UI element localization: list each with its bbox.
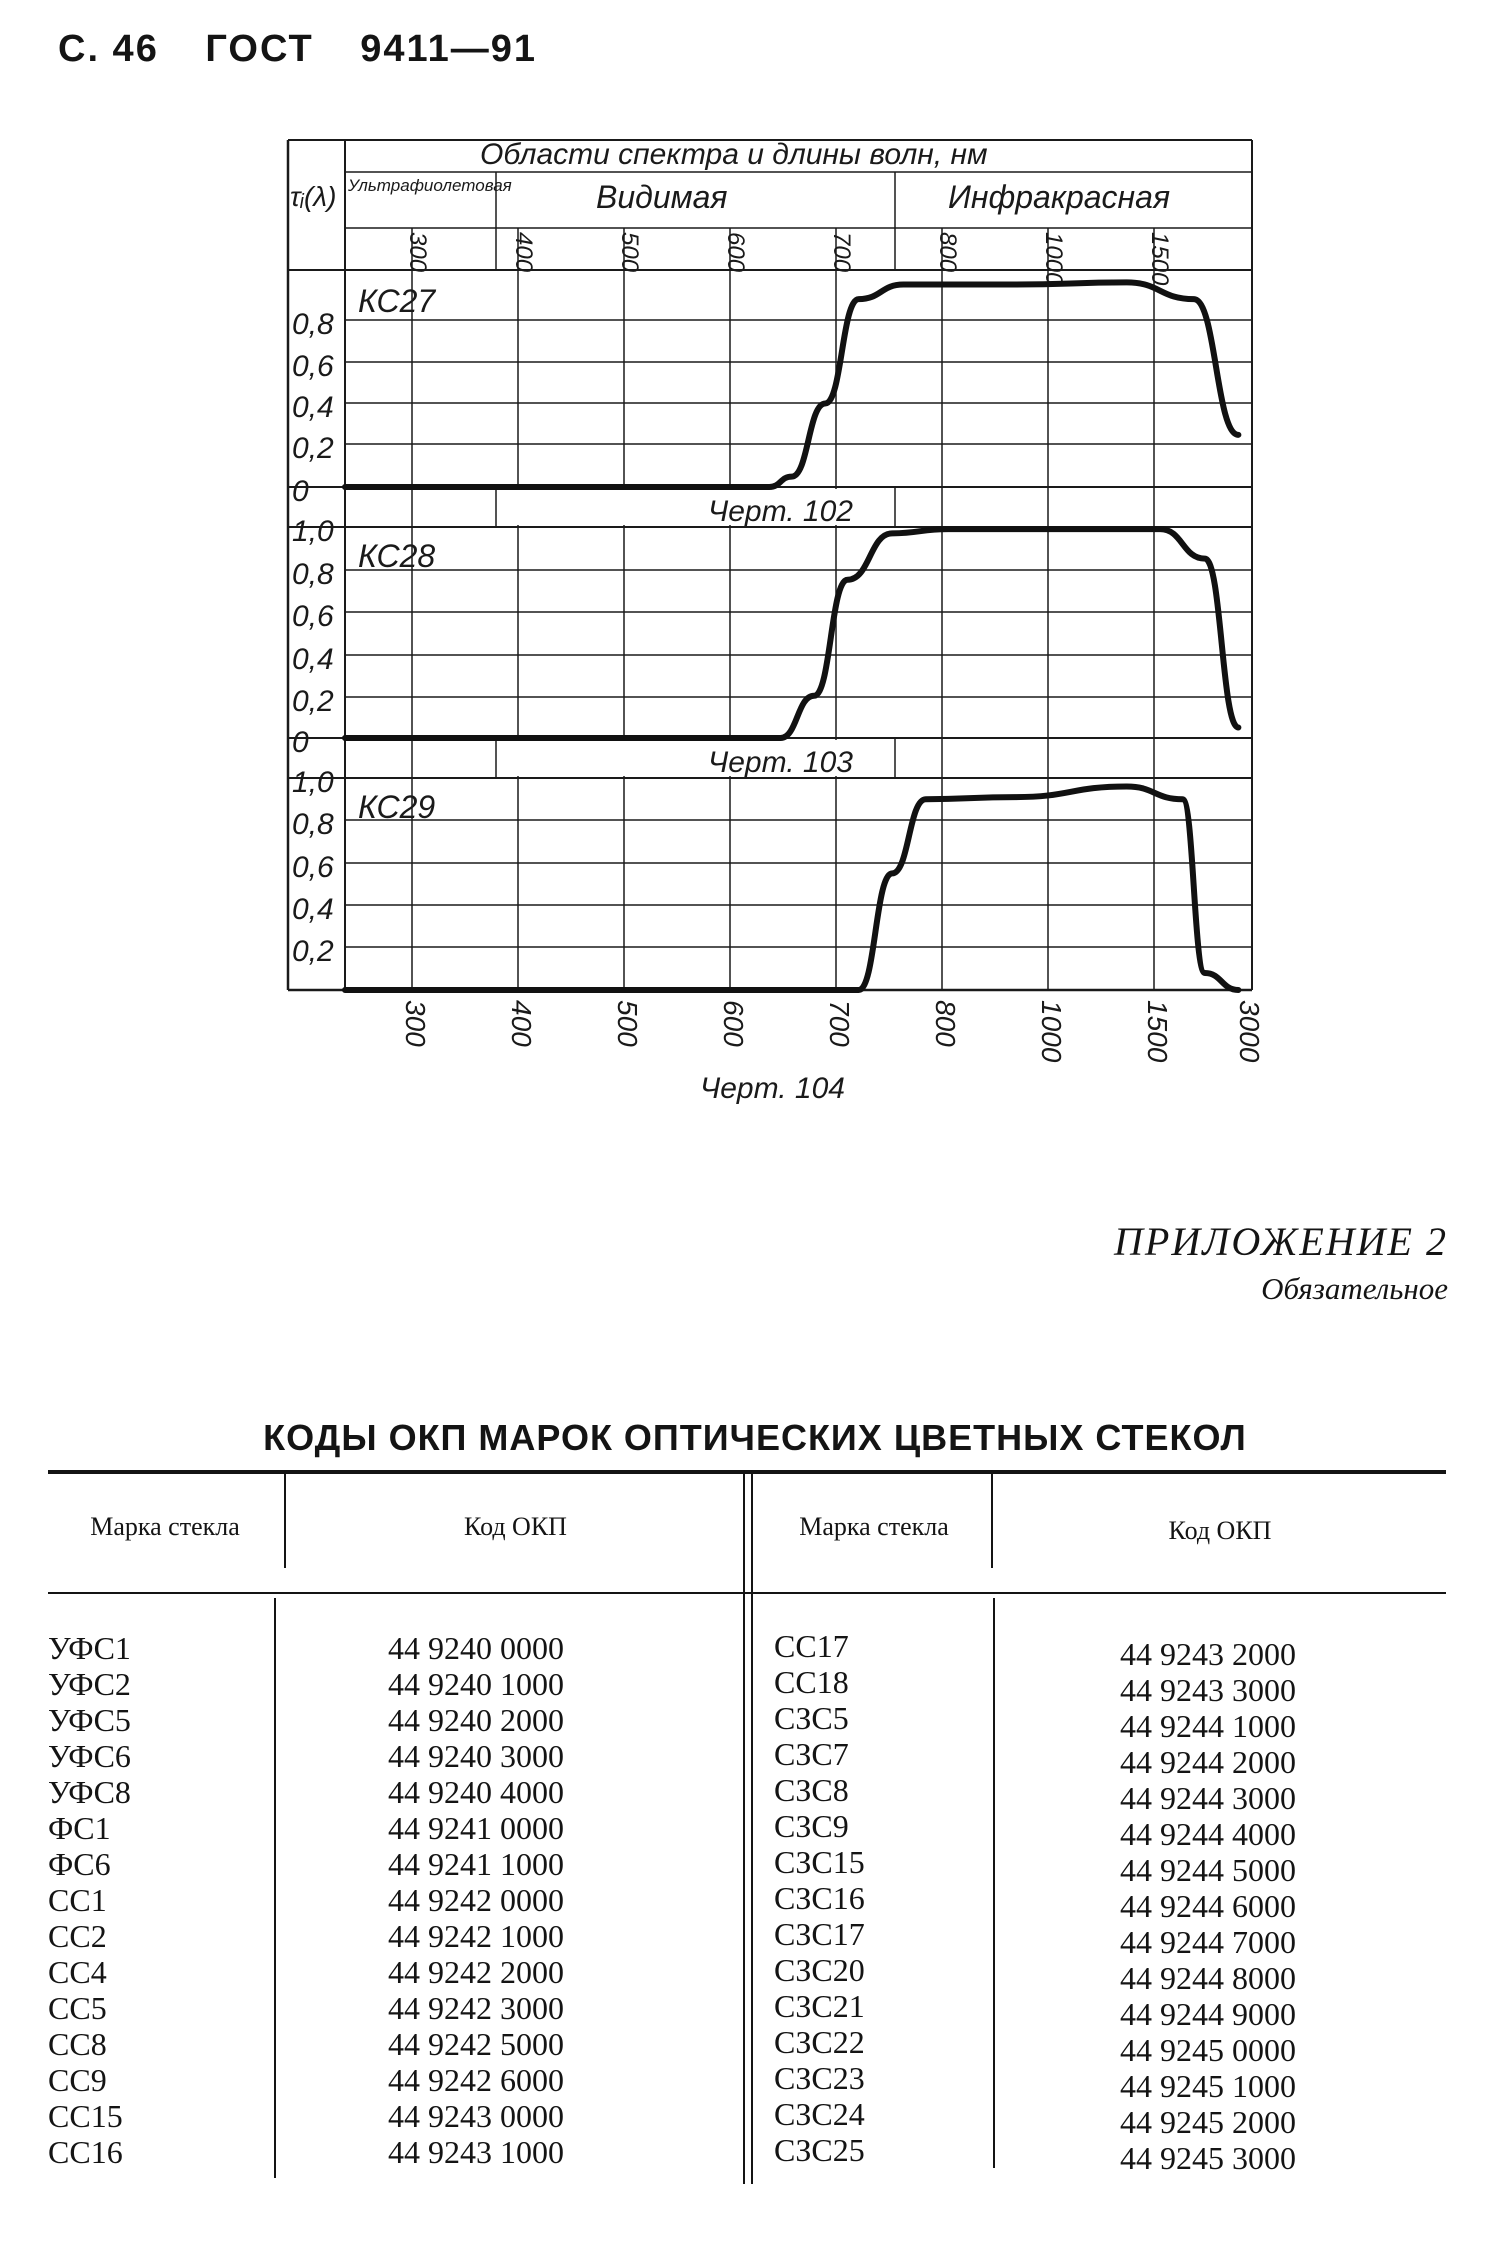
y-tick-label: 0,8 bbox=[292, 308, 334, 341]
table-mark-cell: СС4 bbox=[48, 1954, 107, 1990]
table-mark-cell: ФС6 bbox=[48, 1846, 111, 1882]
table-code-cell: 44 9244 6000 bbox=[1120, 1888, 1296, 1924]
panel-name-label: КС28 bbox=[358, 538, 436, 574]
x-tick-label: 700 bbox=[824, 1000, 855, 1047]
standard-label: ГОСТ bbox=[205, 28, 314, 70]
chart-caption-104: Черт. 104 bbox=[700, 1072, 845, 1105]
page-number: С. 46 bbox=[58, 28, 159, 70]
table-mark-cell: СЗС8 bbox=[774, 1772, 849, 1808]
header-tick-label: 300 bbox=[404, 232, 431, 273]
panel-caption: Черт. 102 bbox=[708, 495, 853, 528]
header-tick-label: 600 bbox=[722, 232, 749, 273]
header-tick-label: 400 bbox=[510, 232, 537, 273]
table-code-cell: 44 9240 1000 bbox=[388, 1666, 564, 1702]
y-tick-label: 0,6 bbox=[292, 600, 334, 633]
panel-caption: Черт. 103 bbox=[708, 746, 853, 779]
table-mark-cell: СС5 bbox=[48, 1990, 107, 2026]
y-header-label: τᵢ(λ) bbox=[290, 181, 337, 212]
col-divider-mid-b bbox=[751, 1472, 753, 2184]
right-codes-column bbox=[1120, 1636, 1296, 2176]
col-divider-1 bbox=[284, 1472, 286, 1568]
panel-name-label: КС27 bbox=[358, 283, 436, 319]
table-code-cell: 44 9241 1000 bbox=[388, 1846, 564, 1882]
table-code-cell: 44 9244 7000 bbox=[1120, 1924, 1296, 1960]
table-code-cell: 44 9244 9000 bbox=[1120, 1996, 1296, 2032]
col-divider-1b bbox=[274, 1598, 276, 2178]
y-tick-label: 0 bbox=[292, 726, 309, 759]
table-code-cell: 44 9240 2000 bbox=[388, 1702, 564, 1738]
table-top-rule bbox=[48, 1470, 1446, 1474]
table-mark-cell: СС16 bbox=[48, 2134, 123, 2170]
region-label-ir: Инфракрасная bbox=[948, 179, 1171, 215]
header-tick-label: 800 bbox=[934, 232, 961, 273]
y-tick-label: 0 bbox=[292, 475, 309, 508]
table-mark-cell: СЗС21 bbox=[774, 1988, 865, 2024]
table-code-cell: 44 9245 1000 bbox=[1120, 2068, 1296, 2104]
table-code-cell: 44 9245 2000 bbox=[1120, 2104, 1296, 2140]
table-code-cell: 44 9243 3000 bbox=[1120, 1672, 1296, 1708]
table-mark-cell: СЗС25 bbox=[774, 2132, 865, 2168]
y-tick-label: 0,6 bbox=[292, 851, 334, 884]
col-divider-3 bbox=[991, 1472, 993, 1568]
table-code-cell: 44 9244 4000 bbox=[1120, 1816, 1296, 1852]
x-tick-label: 1000 bbox=[1036, 1000, 1067, 1063]
table-code-cell: 44 9241 0000 bbox=[388, 1810, 564, 1846]
y-tick-label: 0,6 bbox=[292, 350, 334, 383]
table-code-cell: 44 9242 0000 bbox=[388, 1882, 564, 1918]
x-tick-label: 600 bbox=[718, 1000, 749, 1047]
header-tick-label: 1000 bbox=[1040, 232, 1067, 286]
chart-header-title: Области спектра и длины волн, нм bbox=[480, 138, 988, 171]
panel-name-label: КС29 bbox=[358, 789, 436, 825]
transmission-curve bbox=[345, 786, 1238, 990]
y-tick-label: 0,4 bbox=[292, 893, 334, 926]
table-mark-cell: СЗС17 bbox=[774, 1916, 865, 1952]
table-mark-cell: СЗС16 bbox=[774, 1880, 865, 1916]
col-divider-3b bbox=[993, 1598, 995, 2168]
y-tick-label: 0,4 bbox=[292, 391, 334, 424]
appendix-title: ПРИЛОЖЕНИЕ 2 bbox=[1114, 1219, 1448, 1264]
table-code-cell: 44 9242 1000 bbox=[388, 1918, 564, 1954]
table-code-cell: 44 9244 1000 bbox=[1120, 1708, 1296, 1744]
table-mark-cell: СС8 bbox=[48, 2026, 107, 2062]
transmission-curve bbox=[345, 529, 1238, 738]
table-mark-cell: УФС1 bbox=[48, 1630, 131, 1666]
table-code-cell: 44 9244 5000 bbox=[1120, 1852, 1296, 1888]
header-tick-label: 1500 bbox=[1146, 232, 1173, 286]
table-code-cell: 44 9242 2000 bbox=[388, 1954, 564, 1990]
table-mark-cell: СЗС15 bbox=[774, 1844, 865, 1880]
appendix-subtitle: Обязательное bbox=[1261, 1271, 1448, 1306]
table-code-cell: 44 9244 3000 bbox=[1120, 1780, 1296, 1816]
left-codes-column bbox=[388, 1630, 564, 2170]
table-code-cell: 44 9240 0000 bbox=[388, 1630, 564, 1666]
table-header-rule bbox=[48, 1592, 1446, 1594]
region-label-visible: Видимая bbox=[596, 179, 728, 215]
table-code-cell: 44 9245 3000 bbox=[1120, 2140, 1296, 2176]
header-code-right: Код ОКП bbox=[1168, 1516, 1272, 1545]
y-tick-label: 1,0 bbox=[292, 766, 334, 799]
table-code-cell: 44 9244 2000 bbox=[1120, 1744, 1296, 1780]
y-tick-label: 0,2 bbox=[292, 935, 334, 968]
table-mark-cell: СС2 bbox=[48, 1918, 107, 1954]
table-mark-cell: УФС2 bbox=[48, 1666, 131, 1702]
table-code-cell: 44 9242 6000 bbox=[388, 2062, 564, 2098]
standard-number: 9411—91 bbox=[360, 28, 537, 70]
transmission-curve bbox=[345, 282, 1238, 487]
left-marks-column bbox=[48, 1630, 131, 2170]
table-mark-cell: СЗС20 bbox=[774, 1952, 865, 1988]
header-mark-right: Марка стекла bbox=[799, 1512, 949, 1541]
table-mark-cell: СЗС23 bbox=[774, 2060, 865, 2096]
table-code-cell: 44 9245 0000 bbox=[1120, 2032, 1296, 2068]
x-tick-label: 1500 bbox=[1142, 1000, 1173, 1063]
x-tick-label: 3000 bbox=[1234, 1000, 1265, 1063]
y-tick-label: 0,2 bbox=[292, 432, 334, 465]
header-mark-left: Марка стекла bbox=[90, 1512, 240, 1541]
x-tick-label: 300 bbox=[400, 1000, 431, 1047]
table-code-cell: 44 9243 2000 bbox=[1120, 1636, 1296, 1672]
header-tick-label: 700 bbox=[828, 232, 855, 273]
table-code-cell: 44 9244 8000 bbox=[1120, 1960, 1296, 1996]
x-tick-label: 400 bbox=[506, 1000, 537, 1047]
table-code-cell: 44 9243 1000 bbox=[388, 2134, 564, 2170]
x-tick-label: 800 bbox=[930, 1000, 961, 1047]
header-tick-label: 500 bbox=[616, 232, 643, 273]
table-mark-cell: СЗС9 bbox=[774, 1808, 849, 1844]
table-mark-cell: СЗС7 bbox=[774, 1736, 849, 1772]
table-code-cell: 44 9242 3000 bbox=[388, 1990, 564, 2026]
col-divider-mid-a bbox=[743, 1472, 745, 2184]
y-tick-label: 0,8 bbox=[292, 558, 334, 591]
x-tick-label: 500 bbox=[612, 1000, 643, 1047]
table-title: КОДЫ ОКП МАРОК ОПТИЧЕСКИХ ЦВЕТНЫХ СТЕКОЛ bbox=[263, 1417, 1247, 1458]
y-tick-label: 0,8 bbox=[292, 808, 334, 841]
table-code-cell: 44 9240 3000 bbox=[388, 1738, 564, 1774]
table-mark-cell: СС17 bbox=[774, 1628, 849, 1664]
okp-codes-table bbox=[48, 1470, 1446, 2190]
table-mark-cell: СЗС24 bbox=[774, 2096, 865, 2132]
y-tick-label: 0,2 bbox=[292, 685, 334, 718]
table-mark-cell: СС15 bbox=[48, 2098, 123, 2134]
right-marks-column bbox=[774, 1628, 865, 2168]
table-mark-cell: СС9 bbox=[48, 2062, 107, 2098]
table-mark-cell: СС18 bbox=[774, 1664, 849, 1700]
table-mark-cell: УФС8 bbox=[48, 1774, 131, 1810]
table-mark-cell: ФС1 bbox=[48, 1810, 111, 1846]
table-mark-cell: УФС6 bbox=[48, 1738, 131, 1774]
table-code-cell: 44 9240 4000 bbox=[388, 1774, 564, 1810]
appendix-heading bbox=[1114, 1218, 1448, 1307]
table-mark-cell: УФС5 bbox=[48, 1702, 131, 1738]
table-mark-cell: СС1 bbox=[48, 1882, 107, 1918]
header-code-left: Код ОКП bbox=[464, 1512, 567, 1541]
table-mark-cell: СЗС5 bbox=[774, 1700, 849, 1736]
table-code-cell: 44 9243 0000 bbox=[388, 2098, 564, 2134]
y-tick-label: 0,4 bbox=[292, 643, 334, 676]
region-label-uv: Ультрафиолетовая bbox=[348, 176, 512, 195]
y-tick-label: 1,0 bbox=[292, 515, 334, 548]
table-code-cell: 44 9242 5000 bbox=[388, 2026, 564, 2062]
table-mark-cell: СЗС22 bbox=[774, 2024, 865, 2060]
